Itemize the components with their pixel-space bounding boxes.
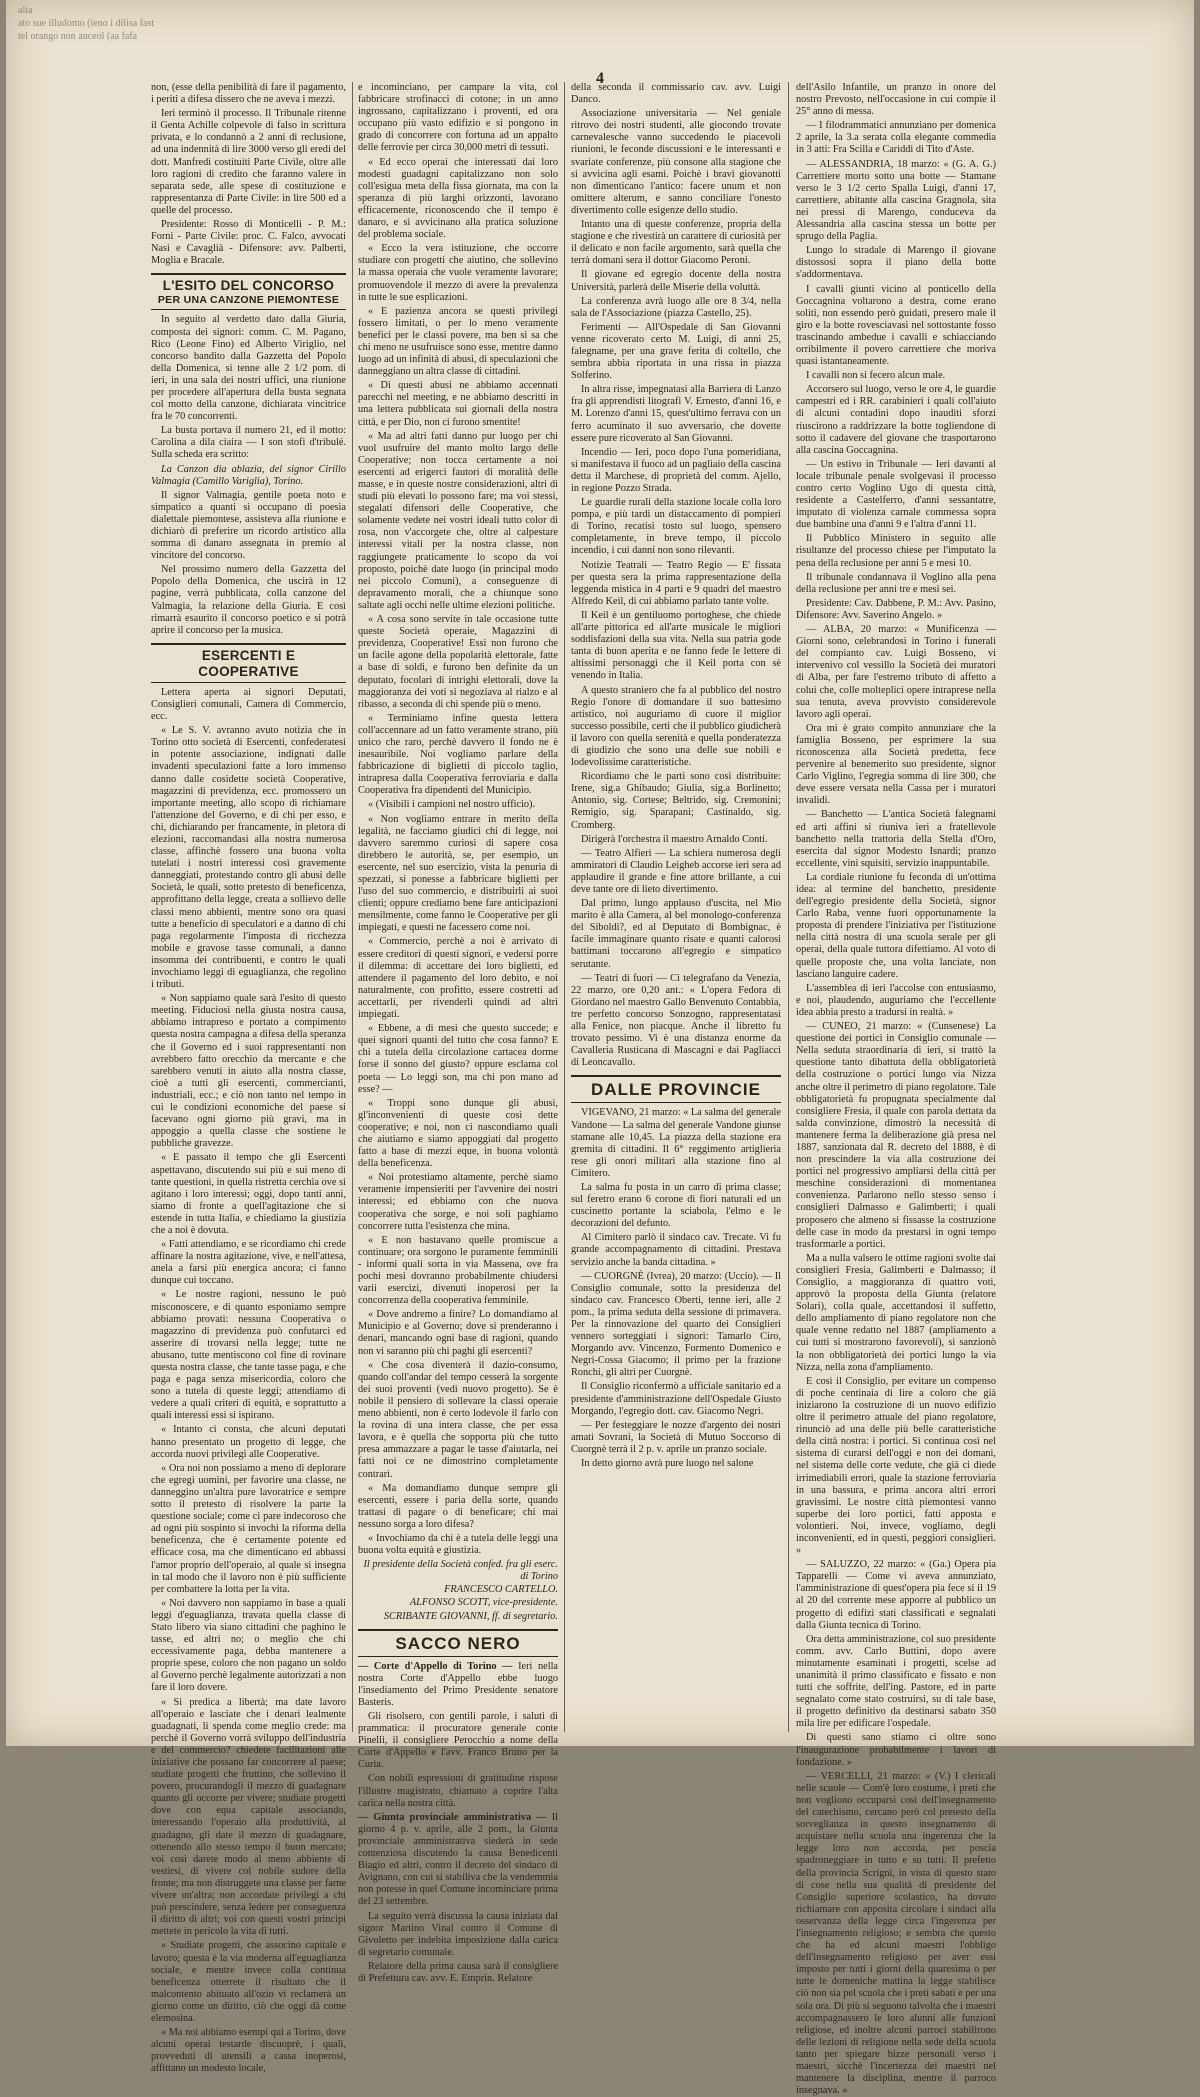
article-paragraph: « Intanto ci consta, che alcuni deputati hanno presentato un progetto di legge, che accorda nuovi privilegi alle Cooperative. [151, 1424, 346, 1460]
article-paragraph: Al Cimitero parlò il sindaco cav. Trecate. Vi fu grande accompagnamento di cittadini. Prestava servizio anche la banda cittadina. » [571, 1232, 781, 1268]
article-paragraph: « Noi protestiamo altamente, perchè siamo veramente impensieriti per l'avvenire dei nostri interessi; ed ebbiamo con che nuova cooperativa che sorge, e noi soli paghiamo concorrere tutta l'esistenza che mina. [358, 1172, 558, 1232]
section-title: SACCO NERO [395, 1633, 521, 1653]
article-paragraph: dell'Asilo Infantile, un pranzo in onore del nostro Prevosto, nell'occasione in cui compie il 25° anno di messa. [796, 82, 996, 118]
article-paragraph: Lettera aperta ai signori Deputati, Consiglieri comunali, Camera di Commercio, ecc. [151, 686, 346, 723]
article-paragraph: Dirigerà l'orchestra il maestro Arnaldo Conti. [581, 833, 768, 845]
article-paragraph: « Fatti attendiamo, e se ricordiamo chi crede affinare la nostra agitazione, vive, e nell'attesa, anela a farsi più energica ancora; ci fanno dunque cui toccano. [151, 1239, 346, 1287]
signature: ALFONSO SCOTT, vice-presidente. [409, 1597, 558, 1609]
newspaper-page [6, 0, 1194, 2097]
article-paragraph: « A cosa sono servite in tale occasione tutte queste Società operaie, Magazzini di previdenza, Cooperative! Essi non furono che un facile agone della popolarità elettorale, fatte a base di soldi, e furono ben definite da un deputato, focolari di intrighi elettorali, dove la maggioranza dei voti si negoziava al rialzo e al ribasso, a seconda di chi spende più o meno. [358, 614, 558, 710]
column-1 [151, 82, 346, 2075]
news-item [358, 1661, 558, 1709]
signature: SCRIBANTE GIOVANNI, ff. di segretario. [383, 1610, 558, 1622]
article-paragraph: — Un estivo in Tribunale — Ieri davanti al locale tribunale penale svolgevasi il processo contro certo Voglino Ugo di questa città, residente a Castelferro, d'anni sessantatre, imputato di violenza carnale commessa sopra due bambine una d'anni 9 e l'altra d'anni 11. [796, 458, 996, 531]
article-paragraph: La conferenza avrà luogo alle ore 8 3/4, nella sala de l'Associazione (piazza Castello, 25). [571, 295, 781, 319]
article-paragraph: non, (esse della penibilità di fare il pagamento, i periti a difesa dissero che ne aveva i mezzi. [151, 82, 346, 106]
section-title: ESERCENTI E COOPERATIVE [198, 647, 299, 679]
page-number: 4 [596, 70, 604, 87]
article-paragraph: « Si predica a libertà; ma date lavoro all'operaio e lasciate che i denari lealmente guadagnati, li spenda come meglio crede: ma perchè il Governo vorrà sviluppo dell'industria e del commercio? chiedete facilitazioni alle iniziative che possano far concorrere al paese; studiate progetti che fruttino, che sollevino il povero, procurandogli il mezzo di guadagnare quanto gli occorre per vivere; studiate progetti dove con equa capitale associando, interessando l'operaio alla produttività, al guadagno, gli date il mezzo di guadagnare, ottenendo allo stesso tempo il buon mercato; voi così darete modo al meno abbiente di vestirsi, di vivere col nobile sudore della fronte; ma non distruggete una classe per farne vivere un'altra; non accordate privilegi a chi può prescindere, senza ledere per conseguenza il diritto di altri; voi con questi vostri principi mettete in pericolo la vita di tutti. [151, 1696, 346, 1938]
article-paragraph: « Le S. V. avranno avuto notizia che in Torino otto società di Esercenti, confederatesi in potente associazione, indignati dalle invadenti speculazioni fatte a loro immenso danno dalle cosidette società Cooperative, magazzini di previdenza, ecc. promossero un importante meeting, allo scopo di richiamare l'attenzione del Governo, e di chi per esso, e chi, dichiarando per francamente, in pletora di elezioni, raccomandasi alla nostra numerosa classe, affinchè fossero una buona volta tutelati i nostri interessi così gravemente danneggiati, protestando contro gli abusi delle Società, le quali, sotto pretesto di beneficenza, approfittano della legge, creata a sollievo delle classi meno abbienti, mentre sono ora quasi tutte a beneficio di speculatori e a danno di chi paga regolarmente l'imposta di ricchezza mobile e gravose tasse comunali, a danno insomma dei contribuenti, e contro le quali invochiamo leggi di eguaglianza, che regolino i tributi. [151, 725, 346, 991]
article-paragraph: « Studiate progetti, che associno capitale e lavoro; questa è la via moderna all'eguaglianza sociale, e mentre invece colla continua beneficenza otterrete il risultato che il malcontento abituato all'ozio vi reclamerà un giorno come un diritto, ciò che oggi dà come elemosina. [151, 1940, 346, 2024]
article-paragraph: e incominciano, per campare la vita, col fabbricare strofinacci di cotone; in un anno ingrossano, capitalizzano i proventi, ed ora occupano più vasto edifizio e si pongono in grado di concorrere con fortuna ad un appalto delle ferrovie per circa 30,000 metri di tessuti. [358, 82, 558, 154]
article-paragraph: Ora mi è grato compito annunziare che la famiglia Bosseno, per esprimere la sua riconoscenza alla Società predetta, fece pervenire al benemerito suo presidente, signor Carlo Viglino, l'egregia somma di lire 300, che deve essere versata nella Cassa per i muratori invalidi. [796, 722, 996, 807]
article-paragraph: « Terminiamo infine questa lettera coll'accennare ad un fatto veramente strano, più unico che raro, perchè davvero il fondo ne è inesauribile. Noi vogliamo parlare della fabbricazione di biglietti di piccolo taglio, intrapresa dalla Cooperativa ferroviaria e dalla Cooperativa fra dipendenti del Municipio. [358, 712, 558, 797]
article-paragraph: In detto giorno avrà pure luogo nel salone [581, 1458, 754, 1470]
article-paragraph: Presidente: Cav. Dabbene, P. M.: Avv. Pasino, Difensore: Avv. Saverino Angelo. » [796, 597, 996, 621]
article-paragraph: Intanto una di queste conferenze, propria della stagione e che rivestirà un carattere di curiosità per il delicato e non facile argomento, sarà quella che terrà domani sera il dottor Giacomo Peroni. [571, 219, 781, 267]
article-paragraph: Il Consiglio riconfermò a ufficiale sanitario ed a presidente d'amministrazione dell'Ospedale Giusto Morgando, l'egregio dott. cav. Giacomo Negri. [571, 1381, 781, 1417]
article-paragraph: Il signor Valmagia, gentile poeta noto e simpatico a quanti si occupano di poesia dialettale piemontese, assisteva alla riunione e dichiarò di preferire un ricordo artistico alla somma di danaro assegnata in premio al vincitore del concorso. [151, 489, 346, 562]
news-item-text: Con nobili espressioni di gratitudine rispose l'illustre magistrato, chiamato a coprire l'alta carica nella nostra città. [358, 1773, 558, 1809]
news-item [358, 1961, 558, 1985]
column-3 [571, 82, 781, 1732]
article-paragraph: « E passato il tempo che gli Esercenti aspettavano, discutendo sui più e sui meno di tante questioni, in quella ristretta cerchia ove si agitano i loro interessi; oggi, dopo tanti anni, siamo di fronte a quell'agitazione che si estende in tutta Italia, e chiediamo la giustizia che a noi è dovuta. [151, 1152, 346, 1236]
torn-line: ato sue illudomo (ieno i dilisa fast [18, 18, 155, 29]
article-paragraph: Ma a nulla valsero le ottime ragioni svolte dai consiglieri Fresia, Galimberti e Dalmasso; il Consiglio, a maggioranza di quattro voti, approvò la proposta della Giunta (relatore Solari), colla quale, accettandosi il suffetto, dello ampliamento di piano regolatore non che quale venne redatto nel 1887 (ampliamento a cui tutti si mostrarono favorevoli), si sanzionò la non obbligatorietà dei portici lungo la via Nizza, nella zona d'ampliamento. [796, 1252, 996, 1373]
article-paragraph: « Noi davvero non sappiamo in base a quali leggi d'eguaglianza, travata quella classe di Stato libero via siano cittadini che paghino le tasse, ed altri no; o meglio che chi eccessivamente paga, debba mantenere a proprie spese, coloro che non pagano un soldo al Governo perchè legalmente autorizzati a non fare il loro dovere. [151, 1597, 346, 1694]
column-rule [352, 82, 353, 1732]
article-paragraph: « Che cosa diventerà il dazio-consumo, quando coll'andar del tempo cesserà la sorgente dei suoi proventi (vedi nuovo progetto). Se è nobile il pensiero di sollevare la classi operaie meno abbienti, non è certo lodevole il farlo con la rovina di una intera classe, che per essa lavora, e è quella che sopporta più che tutto presa ammazzare a pagar le tasse d'aiutarla, nei fatti noi ce ne dimostrino completamente contrari. [358, 1359, 558, 1480]
article-paragraph: — ALESSANDRIA, 18 marzo: « (G. A. G.) Carrettiere morto sotto una botte — Stamane verso le 3 1/2 certo Spalla Luigi, d'anni 17, carrettiere, abitante alla cascina Gragnola, sita nei pressi di Marengo, conduceva da Alessandria alla cascina stessa un botte per sprugo della Paglia. [796, 158, 996, 243]
article-paragraph: « Ed ecco operai che interessati dai loro modesti guadagni capitalizzano non solo coll'esigua meta della fissa giornata, ma con la speranza di più larghi orizzonti, lavorano efficacemente, riconoscendo che il tempo è danaro, e si avvicinano alla pratica soluzione del problema sociale. [358, 156, 558, 241]
article-paragraph: — CUORGNÈ (Ivrea), 20 marzo: (Uccio). — Il Consiglio comunale, sotto la presidenza del sindaco cav. Francesco Oberti, tenne ieri, alle 2 pom., la prima seduta della sessione di primavera. Per la rinnovazione del quarto dei Consiglieri vennero sorteggiati i signori: Tamarlo Ciro, Morgando avv. Vincenzo, Formento Domenico e Negri-Cossa Giacomo; il primo per la frazione Ronchi, gli altri per Cuorgnè. [571, 1270, 781, 1379]
section-subtitle: PER UNA CANZONE PIEMONTESE [157, 294, 340, 307]
article-paragraph: « E non bastavano quelle promiscue a continuare; ora sorgono le puramente femminili - informi quali sorta in via Massena, ove fra pochi mesi dovranno probabilmente chiudersi varii esercizi, divenuti inoperosi per la concorrenza della cooperativa femminile. [358, 1234, 558, 1307]
article-paragraph: Ora detta amministrazione, col suo presidente comm. avv. Carlo Buttini, dopo avere minutamente esaminati i progetti, scelse ad unanimità il primo classificato e fissato e non tutti che soffrite, dell'ing. Pastore, ed in parte segnalato come stato costruirsi, su di tale base, il progetto definitivo da destinarsi sabato 350 mila lire per edificare l'ospedale. [796, 1633, 996, 1730]
section-title: L'ESITO DEL CONCORSO [162, 278, 335, 294]
torn-header-strip [18, 4, 498, 94]
article-paragraph: Incendio — Ieri, poco dopo l'una pomeridiana, si manifestava il fuoco ad un pagliaio della cascina detta il Marchese, di proprietà del comm. Ajello, in regione Pozzo Strada. [571, 446, 781, 494]
signature: FRANCESCO CARTELLO. [444, 1584, 558, 1596]
news-item-head: — Giunta provinciale amministrativa — [358, 1811, 547, 1823]
article-paragraph: Le guardie rurali della stazione locale colla loro pompa, e più tardi un distaccamento di pompieri di Torino, recatisi tosto sul luogo, spensero completamente, in breve tempo, il piccolo incendio, i cui danni non sono rilevanti. [571, 497, 781, 557]
article-paragraph: Notizie Teatrali — Teatro Regio — E' fissata per questa sera la prima rappresentazione della leggenda mistica in 4 parti e 9 quadri del maestro Alfredo Keil, di cui abbiamo parlato tante volte. [571, 559, 781, 607]
article-paragraph: « Ecco la vera istituzione, che occorre studiare con progetti che aiutino, che sollevino la massa operaia che vuole veramente lavorare; promuovendole il mezzo di avere la prevalenza in tutte le sue esplicazioni. [358, 243, 558, 303]
article-paragraph: — ALBA, 20 marzo: « Munificenza — Giorni sono, celebrandosi in Torino i funerali del compianto cav. Luigi Bosseno, vi intervenivo col vessillo la Società dei muratori di Alba, per fare l'estremo tributo di affetto a colui che, colle molteplici opere intraprese nella sua tenuta, aveva provvisto considerevole lavoro agli operai. [796, 624, 996, 720]
news-item [358, 1911, 558, 1959]
news-item-text: Gli risolsero, con gentili parole, i saluti di prammatica: il procuratore generale conte Pinelli, il consigliere Perocchio a nome della Corte d'Appello e l'avv. Franco Bruno per la Curia. [358, 1711, 558, 1771]
article-paragraph: — CUNEO, 21 marzo: « (Cunsenese) La questione dei portici in Consiglio comunale — Nella seduta straordinaria di ieri, si trattò la questione tanto dibattuta della obbligatorietà della costruzione o portici lungo via Nizza anche oltre il perimetro di piano regolatore. Tale obbligatorietà fu propugnata specialmente dal consigliere Fresia, il quale con parola dettata da salda convinzione, dimostrò la necessità di mantenere ferma la deliberazione già presa nel 1887, sanzionata dal R. decreto del 1888, è di non prescindere la via alla costruzione dei portici nel progressivo ampliarsi della città per meschine considerazioni di momentanea convenienza. Parlarono nello stesso senso i consiglieri Dalmasso e Galimberti; i quali proposero che almeno si fissasse la costruzione delle case in modo da prestarsi in ogni tempo trasformarle a portici. [796, 1021, 996, 1250]
article-paragraph: della seconda il commissario cav. avv. Luigi Danco. [571, 82, 781, 106]
article-paragraph: Lungo lo stradale di Marengo il giovane distossosi sopra il piano della botte s'addormentava. [796, 245, 996, 281]
article-paragraph: I cavalli non si fecero alcun male. [806, 370, 946, 382]
article-paragraph: « Ma domandiamo dunque sempre gli esercenti, essere i paria della sorte, quando trattasi di pagare o di beneficare; chi mai nessuno sorga a loro difesa? [358, 1482, 558, 1530]
news-item-text: Il giorno 4 p. v. aprile, alle 2 pom., la Giunta provinciale amministrativa siederà in sede contenziosa discutendo la causa Benedicenti Biagio ed altri, contro il decreto del sindaco di Avignano, con cui si stabiliva che la vendemmia non potesse in quel Comune incominciare prima del 23 settembre. [358, 1811, 558, 1908]
article-paragraph: Associazione universitaria — Nel geniale ritrovo dei nostri studenti, alle giocondo trovate carnevalesche vanno succedendo le piacevoli riunioni, le feconde discussioni e le interessanti e svariate conferenze, più consone alla stagione che si avvicina agli esami. Poichè i bravi giovanotti non dimenticano l'antico: facere unum et non omittere alterum, e sanno conciliare l'onesto divertimento colle esigenze dello studio. [571, 108, 781, 216]
article-paragraph: In altra risse, impegnatasi alla Barriera di Lanzo fra gli apprendisti litografi V. Ernesto, d'anni 16, e M. Lorenzo d'anni 15, quest'ultimo ferrava con un ferro acuminato il suo avversario, che dovette essere pure ricoverato al San Giovanni. [571, 384, 781, 444]
article-paragraph: — Per festeggiare le nozze d'argento dei nostri amati Sovrani, la Società di Mutuo Soccorso di Cuorgnè terrà il 2 p. v. aprile un pranzo sociale. [571, 1419, 781, 1455]
article-paragraph: Di questi sano stiamo ci oltre sono l'inaugurazione probabilmente i lavori di fondazione. » [796, 1732, 996, 1768]
article-paragraph: Il tribunale condannava il Voglino alla pena della reclusione per anni tre e mesi sei. [796, 571, 996, 595]
article-paragraph: Il Keil è un gentiluomo portoghese, che chiede all'arte pittorica ed all'arte musicale le migliori soddisfazioni della sua vita. Nella sua patria gode tanta di buon aperita e ne fanno fede le lettere di altissimi personaggi che il Keil porta con sè venendo in Italia. [571, 609, 781, 682]
article-paragraph: Ferimenti — All'Ospedale di San Giovanni venne ricoverato certo M. Luigi, di anni 25, falegname, per una grave ferita di coltello, che sembra abbia riportata in una rissa in piazza Solferino. [571, 321, 781, 382]
article-paragraph: « (Visibili i campioni nel nostro ufficio). [368, 799, 536, 811]
news-item-text: Relatore della prima causa sarà il consigliere di Prefettura cav. avv. E. Emprin. Relatore [358, 1960, 558, 1984]
article-paragraph: — Teatri di fuori — Ci telegrafano da Venezia, 22 marzo, ore 0,20 ant.: « L'opera Fedora di Giordano nel maestro Gallo Benvenuto Contabbia, tre perfetto concorso Sonzogno, rappresentatasi alla Fenice, non piacque. Anche il libretto fu trovato pessimo. Vi è una distanza enorme da Cavalleria Rusticana di Mascagni e dai Pagliacci di Leoncavallo. [571, 972, 781, 1069]
article-paragraph: La salma fu posta in un carro di prima classe; sul feretro erano 6 corone di fiori naturali ed un cuscinetto portante la sciabola, l'elmo e le decorazioni del defunto. [571, 1181, 781, 1230]
column-4 [796, 82, 996, 2097]
article-paragraph: « Di questi abusi ne abbiamo accennati parecchi nel meeting, e ne abbiamo descritti in una lettera pubblicata sui giornali della nostra città, e per Dio, non ci furono smentite! [358, 380, 558, 428]
article-paragraph: L'assemblea di ieri l'accolse con entusiasmo, e noi, plaudendo, auguriamo che l'eccellente idea abbia presto a tradursi in realtà. » [796, 982, 996, 1018]
section-header-provincie [571, 1075, 781, 1103]
article-paragraph: — VERCELLI, 21 marzo: « (V.) I clericali nelle scuole — Com'è loro costume, i preti che non vogliono occuparsi così dell'insegnamento del catechismo, cercano però col pretesto della sorveglianza in questo insegnamento di acquistare nella scuola una ingerenza che la legge loro non accorda, per poscia spadroneggiare in tutto e su tutti. Il prefetto della provincia Scrigni, in vista di questo stato di cose nella sua qualità di presidente del Consiglio superiore scolastico, ha dovuto richiamare con apposita circolare i sindaci alla osservanza della legge circa l'ingerenza per l'insegnamento religioso; e sembra che questo che ha ed alcuni maestri l'obbligo dell'insegnamento religioso per aver essi imposto per tutti i giorni della quaresima o per tutte le domeniche mattina la legge stabilisce ciò non sia pel scuola che i preti sabati e per una sola ora. Di più si seguono talvolta che i maestri accompagnassero le loro alunni alle funzioni religiose, ed inoltre alcuni parroci stabilirono delle lezioni di religione nella sede della scuola tanto per spiegare bizze personali verso i maestri, sicchè l'incertezza dei maestri nel mantenere la disciplina, mentre il parroco insegnava. » [796, 1770, 996, 2097]
article-paragraph: — Banchetto — L'antica Società falegnami ed arti affini si riuniva ieri a fratellevole banchetto nella trattoria della Stella d'Oro, esercita dal signor Modesto Isnardi; pranzo eccellente, vini squisiti, servizio inappuntabile. [796, 809, 996, 869]
news-item [358, 1773, 558, 1809]
news-item [358, 1812, 558, 1909]
article-paragraph: La Canzon dia ablazia, del signor Cirillo Valmagia (Camillo Variglia), Torino. [151, 463, 346, 487]
news-item [358, 1711, 558, 1771]
article-paragraph: A questo straniero che fa al pubblico del nostro Regio l'onore di domandare il suo battesimo artistico, noi auguriamo di cuore il miglior successo possibile, certi che il pubblico giudicherà il lavoro con quella serenità e quella ponderatezza di giudizio che sono una delle sue nobili e lodevolissime caratteristiche. [571, 684, 781, 769]
column-rule [564, 82, 565, 1732]
article-paragraph: VIGEVANO, 21 marzo: « La salma del generale Vandone — La salma del generale Vandone giunse stamane alle 10,45. La piazza della stazione era gremita di cittadini. Il 6° reggimento artiglieria rese gli onori militari alla stazione fino al Cimitero. [571, 1107, 781, 1179]
signature: Il presidente della Società confed. fra gli eserc. di Torino [363, 1559, 558, 1583]
article-paragraph: « Ebbene, a di mesi che questo succede; e quei signori quanti del tutto che cosa fanno? E chi a tutela della circolazione cartacea dorme forse il sonno del giusto? oppure esclama col poeta — Lo leggi son, ma chi pon mano ad esse? — [358, 1023, 558, 1095]
article-paragraph: « Ma ad altri fatti danno pur luogo per chi vuol usufruire del manto molto largo delle Cooperative; non tocca certamente a noi esercenti ad erigerci fautori di moralità delle masse, e in queste nostre considerazioni, altri di studi più elevati lo possono fare; ma voi stessi, stegalati difensori delle Cooperative, che solamente vedete nei vostri ideali tutto color di rosa, non v'accorgete che, oltre al calpestare interessi vitali per la nostra classe, non raggiungete praticamente lo scopo da voi proposto, poichè date luogo (in principal modo nei piccolo Comuni), a conseguenze di depravamento morali, che a chiunque sono saltate agli occhi nelle ultime elezioni politiche. [358, 430, 558, 611]
article-paragraph: « Troppi sono dunque gli abusi, gl'inconvenienti di queste così dette cooperative; e noi, non ci nascondiamo quali che aiutiamo e siamo appoggiati dal progetto fatto a base di mezzi eque, in buona volontà della beneficenza. [358, 1097, 558, 1170]
section-header-concorso [151, 273, 346, 310]
article-paragraph: « Invochiamo da chi è a tutela delle leggi una buona volta equità e giustizia. [358, 1532, 558, 1557]
article-paragraph: « E pazienza ancora se questi privilegi fossero limitati, o per lo meno veramente benefici per le classi povere, ma ben si sa che chi meno ne usufruisce sono esse, mentre danno luogo ad un infinità di abusi, di speculazioni che danneggiano un altra classe di cittadini. [358, 305, 558, 378]
column-rule [788, 82, 789, 1732]
article-paragraph: La busta portava il numero 21, ed il motto: Carolina a dila ciaira — I son stofi d'tribulé. Sulla scheda era scritto: [151, 425, 346, 461]
article-paragraph: I cavalli giunti vicino al ponticello della Goccagnina voltarono a destra, come erano soliti, non essendo però guidati, presero male il giro e la botte rovesciavasi nel sottostante fosso trascinando ambedue i cavalli e schiacciando orribilmente il povero carrettiere che moriva quasi istantaneamente. [796, 283, 996, 368]
article-paragraph: « Dove andremo a finire? Lo domandiamo al Municipio e al Governo; dove si prenderanno i denari, mancando ogni base di ragioni, quando non vi saranno più chi paghi gli esercenti? [358, 1309, 558, 1357]
article-paragraph: Ieri terminò il processo. Il Tribunale ritenne il Genta Achille colpevole di falso in scrittura privata, e lo condannò a 2 anni di reclusione, ad una indennità di lire 3000 verso gli eredi del dott. Manfredi costituiti Parte Civile, oltre alle loro ragioni di credito che faranno valere in separata sede, alle spese di costituzione e rappresentanza di Parte Civile: in lire 500 ed a quelle del processo. [151, 108, 346, 216]
news-item-text: Ieri nella nostra Corte d'Appello ebbe luogo l'insediamento del Primo Presidente senatore Basteris. [358, 1660, 558, 1708]
article-paragraph: Dal primo, lungo applauso d'uscita, nel Mio marito è alla Camera, al bel monologo-conferenza del Siboldi?, ed al Deputato di Bombignac, è facile immaginare quanto risate e quanti calorosi battimani toccarono all'egregio e simpatico serutante. [571, 898, 781, 970]
article-paragraph: — Teatro Alfieri — La schiera numerosa degli ammiratori di Claudio Leigheb accorse ieri sera ad applaudire il grande e fine attore brillante, a cui deve tante ore di lieto divertimento. [571, 847, 781, 895]
article-paragraph: Il giovane ed egregio docente della nostra Università, parlerà delle Miserie della voluttà. [571, 269, 781, 293]
article-paragraph: « Ora noi non possiamo a meno di deplorare che egregi uomini, per favorire una classe, ne danneggino un'altra pure lavoratrice e sempre sotto il pretesto di risolvere la parte la questione sociale; come ci pare indecoroso che ad ogni più sospinto si invochi la riforma della beneficenza, che è certamente potente ed efficace cosa, ma che dimenticano ed abbassi l'amor proprio dell'operaio, al quale si insegna in tal modo che il lavoro non è più sufficiente per combattere la lotta per la vita. [151, 1462, 346, 1595]
article-paragraph: — SALUZZO, 22 marzo: « (Ga.) Opera pia Tapparelli — Come vi aveva annunziato, l'amministrazione di quest'opera pia fece si il 19 al 20 del corrente mese apporre al pubblico un progetto di edifizi stati classificati e segnalati dalla Giunta tecnica di Torino. [796, 1559, 996, 1631]
article-paragraph: Nel prossimo numero della Gazzetta del Popolo della Domenica, che uscirà in 12 pagine, verrà pubblicata, colla canzone del Valmagia, la relazione della Giuria. E così rimarrà esaurito il concorso poetico e si potrà aprire il concorso per la musica. [151, 564, 346, 636]
article-paragraph: « Non sappiamo quale sarà l'esito di questo meeting. Fiduciosi nella giusta nostra causa, abbiamo intrapreso e portato a compimento questa nostra campagna a difesa della speranza che il Governo ed i suoi rappresentanti non avrebbero fatto orecchio da mercante e che sarebbero venuti in aiuto alla nostra classe, cioè a tutti gli esercenti, commercianti, industriali, ecc.; e ciò non tanto nel tempo in cui le condizioni economiche del paese si facevano ogni giorno più gravi, ma in appoggio a quella classe che sostiene le pubbliche gravezze. [151, 993, 346, 1150]
section-title: DALLE PROVINCIE [591, 1080, 761, 1100]
article-paragraph: La cordiale riunione fu feconda di un'ottima idea: al termine del banchetto, presidente dell'egregio presidente della Società, signor Carlo Raba, venne fuori opportunamente la proposta di prendere l'iniziativa per l'istituzione nella città nostra di una scuola serale per gli operai, della quale tuttora difettiamo. Al voto di quelle proposte che, una volta lanciate, non lasciano languire cadere. [796, 871, 996, 980]
article-paragraph: Il Pubblico Ministero in seguito alle risultanze del processo chiese per l'imputato la pena della reclusione per anni 5 e mesi 10. [796, 533, 996, 569]
news-item-text: La seguito verrà discussa la causa iniziata dal signor Martino Vinal contro il Comune di Givoletto per indebita imposizione dalla carica di segretario comunale. [358, 1910, 558, 1958]
article-paragraph: « Le nostre ragioni, nessuno le può misconoscere, e di quanto esponiamo sempre abbiamo provati: nessuna Cooperativa o magazzino di previdenza può confutarci ed asserire di trovarsi nella legge; tutte ne abusano, tutte mentiscono col fine di rovinare questa nostra classe, che tante tasse paga, e che paga e paga senza misericordia, coloro che sono a tutela di queste leggi; attendiamo di vedere a quali criteri di equità, e soprattutto a quali interessi essi si ispirano. [151, 1289, 346, 1422]
article-paragraph: « Ma noi abbiamo esempi qui a Torino, dove alcuni operai testarde discuoprè, i quali, provveduti di utensili a cassa inoperosi, affittano un modesto locale, [151, 2027, 346, 2075]
torn-line: alia [18, 5, 33, 16]
article-paragraph: In seguito al verdetto dato dalla Giuria, composta dei signori: comm. C. M. Pagano, Rico (Leone Fino) ed Alberto Viriglio, nel concorso bandito dalla Gazzetta del Popolo della Domenica, si tenne alle 2 1/2 pom. di ieri, in una sala dei nostri uffici, una riunione per procedere all'apertura della busta segnata col motto della canzone, dichiarata vincitrice fra le 70 concorrenti. [151, 314, 346, 423]
article-paragraph: « Commercio, perchè a noi è arrivato di essere creditori di questi signori, e vedersi porre il dilemma: di accettare dei loro biglietti, ed attendere il pagamento del loro debito, e noi naturalmente, con profitto, essere costretti ad accettarli, per rivenderli quindi ad altri impiegati. [358, 936, 558, 1021]
article-paragraph: « Non vogliamo entrare in merito della legalità, ne facciamo giudici chi di legge, noi davvero saremmo curiosi di sapere cosa direbbero le autorità, se, per esempio, un esercente, nel suo esercizio, vista la penuria di spezzati, si ponesse a fabbricare biglietti per l'uso del suo commercio, e distribuirli ai suoi clienti; oppure crediamo bene fare anticipazioni mensilmente, come fanno le Cooperative per gli impiegati, e questi ne facessero come noi. [358, 813, 558, 934]
article-paragraph: Presidente: Rosso di Monticelli - P. M.: Forni - Parte Civile: proc. C. Falco, avvocati Nasi e Cavaglià - Difensore: avv. Palberti, Moglia e Bracale. [151, 219, 346, 267]
section-header-sacco-nero [358, 1629, 558, 1657]
section-header-esercenti [151, 643, 346, 683]
torn-line: tel orango non anceol (aa fafa [18, 31, 138, 42]
article-paragraph: Accorsero sul luogo, verso le ore 4, le guardie campestri ed i RR. carabinieri i quali coll'aiuto di alcuni contadini dopo inauditi sforzi riuscirono a raddrizzare la botte togliendone di sotto il cadavere del giovane che trasportarono alla cascina Goccagnina. [796, 384, 996, 456]
article-paragraph: E così il Consiglio, per evitare un compenso di poche centinaia di lire a coloro che già iniziarono la costruzione di un nuovo edifizio oltre il perimetro attuale del piano regolatore, rinunciò ad una delle più belle caratteristiche della città nostra: i portici. Si continua così nel sistema di curarsi dell'oggi e non dei domani, nel sistema delle corte vedute, che già ci diede irrimediabili errori, quale la stazione ferroviaria in una bassura, e prima ancora altri errori gravissimi. Le nostre città piemontesi vanno superbe dei loro portici, fatti apposta e volontieri. Noi, invece, vogliamo, degli inconvenienti, ed in questi, peggiori consiglieri. » [796, 1375, 996, 1557]
news-item-head: — Corte d'Appello di Torino — [358, 1660, 513, 1672]
article-paragraph: — I filodrammatici annunziano per domenica 2 aprile, la 3.a serata colla elegante commedia in 3 atti: Fra Scilla e Cariddi di Tito d'Aste. [796, 120, 996, 156]
column-2 [358, 82, 558, 1984]
article-paragraph: Ricordiamo che le parti sono così distribuite: Irene, sig.a Ghibaudo; Giulia, sig.a Borlinetto; Antonio, sig. Cortese; Beltrido, sig. Cremonini; Remigio, sig. Sparapani; Castinaldo, sig. Cromberg. [571, 771, 781, 831]
